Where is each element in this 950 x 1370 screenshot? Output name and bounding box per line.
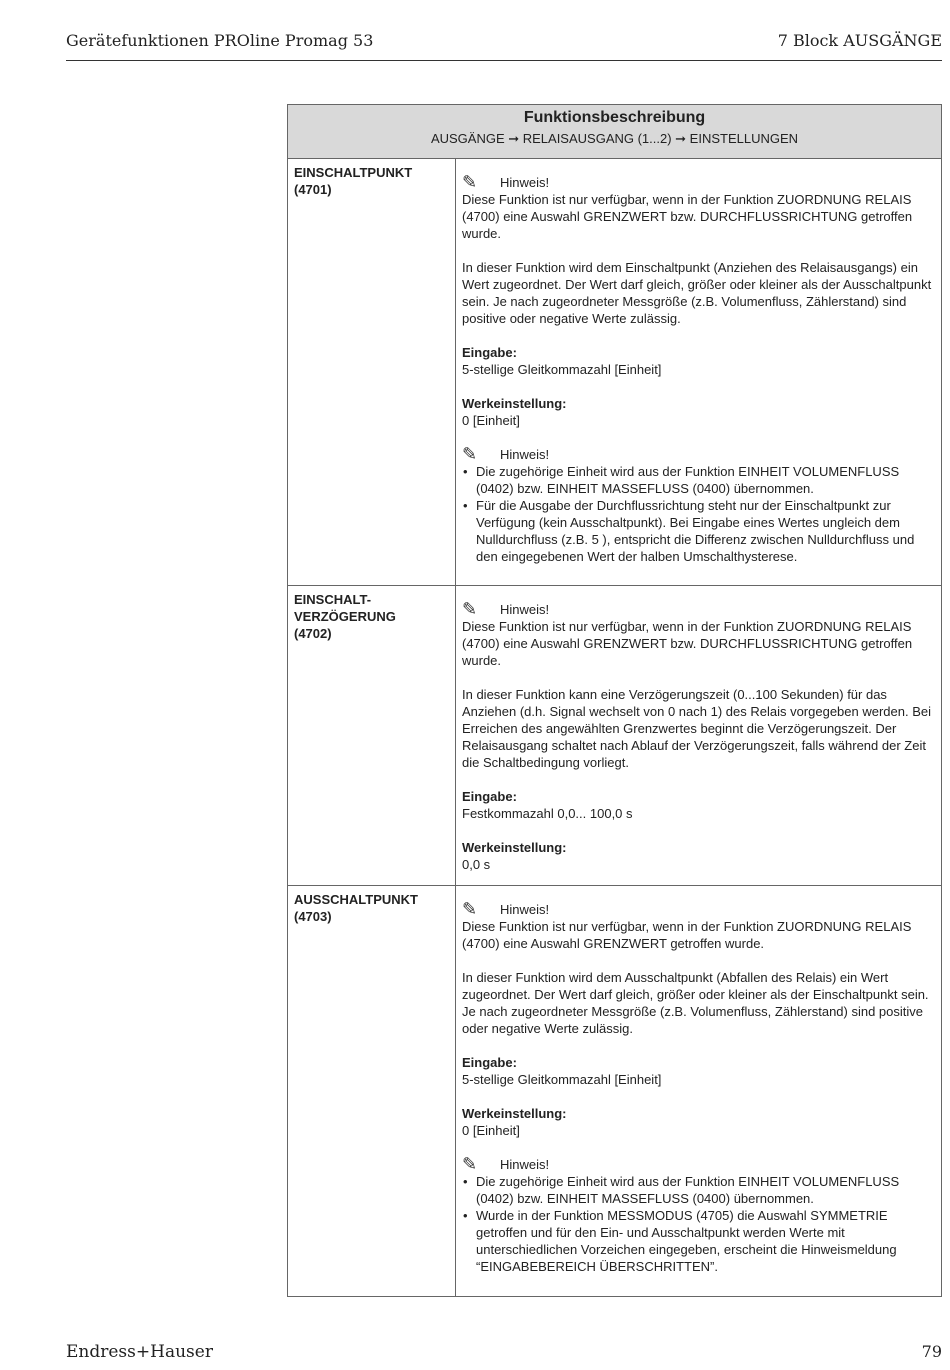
function-description <box>456 586 941 885</box>
input-label: Eingabe: <box>462 345 517 360</box>
table-header <box>288 105 941 159</box>
function-name-line: VERZÖGERUNG <box>294 609 396 624</box>
note-header <box>462 441 937 463</box>
description-text: In dieser Funktion kann eine Verzögerungszeit (0...100 Sekunden) für das Anziehen (d.h. Signal wechselt von 0 nach 1) des Relais vorgegeben werden. Bei Erreichen des angewählten Grenzwertes beginnt die Verzögerungszeit. Der Relaisausgang schaltet nach Ablauf der Verzögerungszeit, falls während der Zeit die Schaltbedingung vorliegt. <box>462 687 932 770</box>
input-value: Festkommazahl 0,0... 100,0 s <box>462 806 633 821</box>
note-title: Hinweis! <box>500 902 550 917</box>
input-value: 5-stellige Gleitkommazahl [Einheit] <box>462 362 662 377</box>
function-name-line: AUSSCHALTPUNKT <box>294 892 418 907</box>
note-bullets <box>462 463 937 565</box>
pencil-icon: ✎ <box>462 172 478 192</box>
pencil-icon: ✎ <box>462 599 478 619</box>
function-code: (4703) <box>294 909 332 924</box>
header-section: 7 Block AUSGÄNGE <box>777 31 942 50</box>
default-label: Werkeinstellung: <box>462 396 567 411</box>
footer-brand: Endress+Hauser <box>66 1342 213 1362</box>
function-code: (4702) <box>294 626 332 641</box>
note-title: Hinweis! <box>500 1157 550 1172</box>
note-header <box>462 896 937 918</box>
note-title: Hinweis! <box>500 447 550 462</box>
function-code: (4701) <box>294 182 332 197</box>
note-title: Hinweis! <box>500 602 550 617</box>
default-value: 0 [Einheit] <box>462 413 520 428</box>
description-text: In dieser Funktion wird dem Einschaltpunkt (Anziehen des Relaisausgangs) ein Wert zugeordnet. Der Wert darf gleich, größer oder kleiner als der Ausschaltpunkt sein. Je nach zugeordneter Messgröße (z.B. Volumenfluss, Zählerstand) sind positive oder negative Werte zulässig. <box>462 260 932 326</box>
header-title: Gerätefunktionen PROline Promag 53 <box>66 31 374 50</box>
input-label: Eingabe: <box>462 1055 517 1070</box>
note-text: Diese Funktion ist nur verfügbar, wenn in der Funktion ZUORDNUNG RELAIS (4700) eine Auswahl GRENZWERT bzw. DURCHFLUSSRICHTUNG getroffen wurde. <box>462 192 913 241</box>
note-text: Diese Funktion ist nur verfügbar, wenn in der Funktion ZUORDNUNG RELAIS (4700) eine Auswahl GRENZWERT bzw. DURCHFLUSSRICHTUNG getroffen wurde. <box>462 619 913 668</box>
page-number: 79 <box>921 1342 942 1361</box>
note-bullet: • Für die Ausgabe der Durchflussrichtung steht nur der Einschaltpunkt zur Verfügung (kein Ausschaltpunkt). Bei Eingabe eines Wertes ungleich dem Nulldurchfluss (z.B. 5 ), entspricht die Differenz zwischen Nulldurchfluss und den eingegebenen Wert der halben Umschalthysterese. <box>462 497 937 565</box>
description-text: In dieser Funktion wird dem Ausschaltpunkt (Abfallen des Relais) ein Wert zugeordnet. Der Wert darf gleich, größer oder kleiner als der Einschaltpunkt sein. Je nach zugeordneter Messgröße (z.B. Volumenfluss, Zählerstand) sind positive oder negative Werte zulässig. <box>462 970 929 1036</box>
default-value: 0,0 s <box>462 857 491 872</box>
pencil-icon: ✎ <box>462 1154 478 1174</box>
table-path: AUSGÄNGE ➞ RELAISAUSGANG (1...2) ➞ EINSTELLUNGEN <box>430 131 799 146</box>
table-title: Funktionsbeschreibung <box>523 109 706 126</box>
note-header <box>462 596 937 618</box>
note-bullet: • Die zugehörige Einheit wird aus der Funktion EINHEIT VOLUMENFLUSS (0402) bzw. EINHEIT MASSEFLUSS (0400) übernommen. <box>462 463 937 497</box>
table-row <box>288 886 941 1296</box>
function-description <box>456 886 941 1296</box>
note-title: Hinweis! <box>500 175 550 190</box>
function-name <box>288 586 456 885</box>
note-bullets <box>462 1173 937 1275</box>
default-label: Werkeinstellung: <box>462 840 567 855</box>
default-label: Werkeinstellung: <box>462 1106 567 1121</box>
function-name-line: EINSCHALT- <box>294 592 372 607</box>
function-table <box>287 104 942 1297</box>
input-label: Eingabe: <box>462 789 517 804</box>
note-bullet: • Wurde in der Funktion MESSMODUS (4705) die Auswahl SYMMETRIE getroffen und für den Ein- und Ausschaltpunkt werden Werte mit unterschiedlichen Vorzeichen eingegeben, erscheint die Hinweismeldung “EINGABEBEREICH ÜBERSCHRITTEN”. <box>462 1207 937 1275</box>
default-value: 0 [Einheit] <box>462 1123 520 1138</box>
function-description <box>456 159 941 585</box>
input-value: 5-stellige Gleitkommazahl [Einheit] <box>462 1072 662 1087</box>
note-header <box>462 1151 937 1173</box>
function-name <box>288 159 456 585</box>
note-bullet: • Die zugehörige Einheit wird aus der Funktion EINHEIT VOLUMENFLUSS (0402) bzw. EINHEIT MASSEFLUSS (0400) übernommen. <box>462 1173 937 1207</box>
function-name <box>288 886 456 1296</box>
header-rule <box>66 60 942 61</box>
note-text: Diese Funktion ist nur verfügbar, wenn in der Funktion ZUORDNUNG RELAIS (4700) eine Auswahl GRENZWERT getroffen wurde. <box>462 919 912 951</box>
pencil-icon: ✎ <box>462 444 478 464</box>
pencil-icon: ✎ <box>462 899 478 919</box>
function-name-line: EINSCHALTPUNKT <box>294 165 413 180</box>
note-header <box>462 169 937 191</box>
table-row <box>288 159 941 586</box>
table-row <box>288 586 941 886</box>
